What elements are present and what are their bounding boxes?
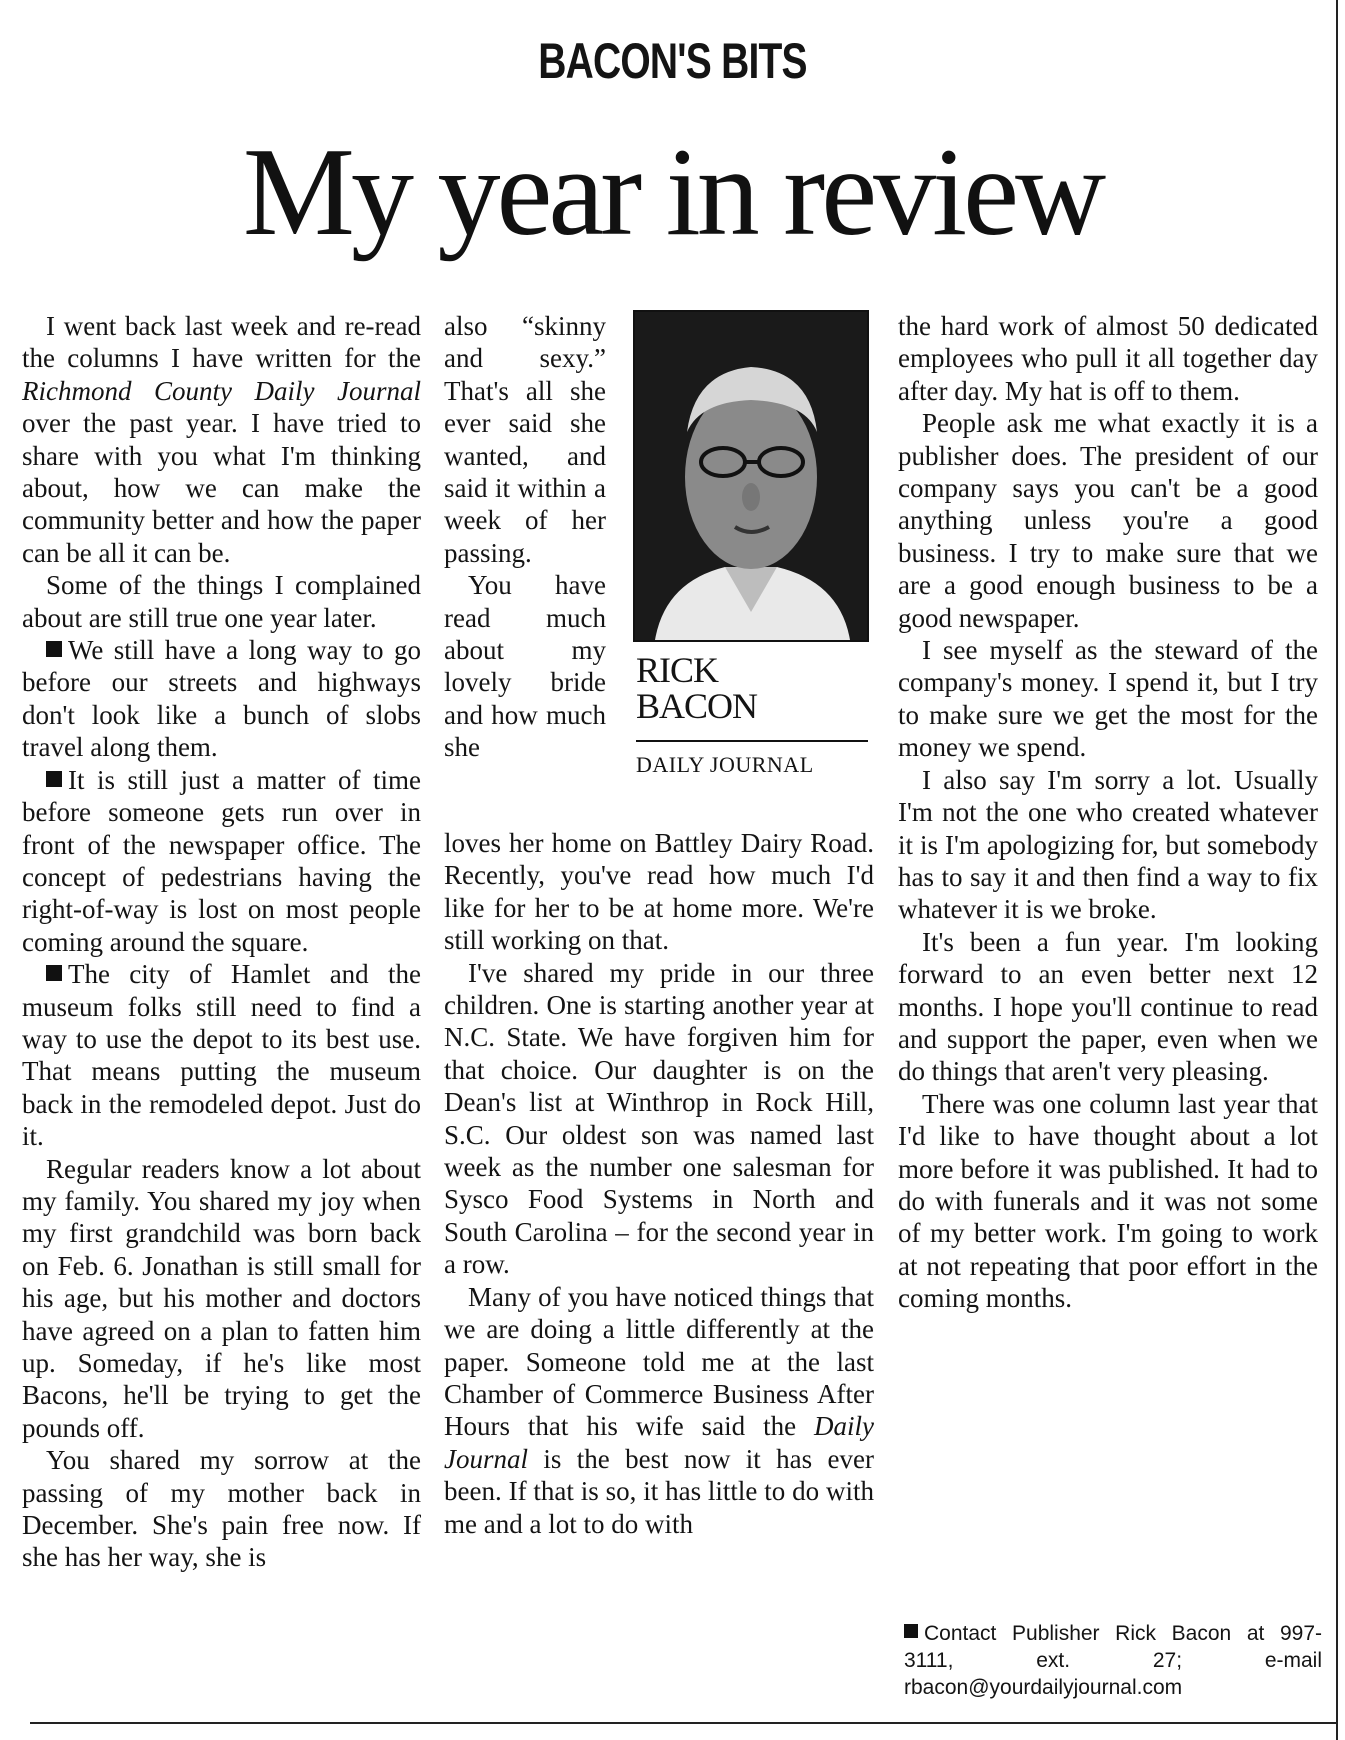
author-photo — [633, 310, 869, 642]
paragraph: You shared my sorrow at the passing of my mother back in December. She's pain free now. If she has her way, she is — [22, 1445, 421, 1573]
paragraph: Some of the things I complained about are still true one year later. — [22, 570, 421, 633]
paragraph: I've shared my pride in our three children. One is starting another year at N.C. State. We have forgiven him for that choice. Our daughter is on the Dean's list at Winthrop in Rock Hill, S.C. Our oldest son was named last week as the number one salesman for Sysco Food Systems in North and South Carolina – for the second year in a row. — [444, 957, 874, 1280]
headline: My year in review — [242, 123, 1103, 262]
square-bullet-icon — [904, 1624, 918, 1638]
paragraph: You have read much about my lovely bride and how much she — [444, 570, 606, 763]
paragraph: also “skinny and sexy.” That's all she ever said she wanted, and said it within a week of her passing. — [444, 311, 606, 568]
byline-last-name: BACON — [636, 686, 758, 726]
paragraph: the hard work of almost 50 dedicated employees who pull it all together day after day. My hat is off to them. — [898, 311, 1318, 406]
square-bullet-icon — [46, 641, 62, 657]
byline-publication: DAILY JOURNAL — [636, 752, 814, 777]
paragraph: Many of you have noticed things that we are doing a little differently at the paper. Someone told me at the last Chamber of Commerce Business After Hours that his wife said the Daily Journal is the best now it has ever been. If that is so, it has little to do with me and a lot to do with — [444, 1281, 874, 1539]
bullet-paragraph: It is still just a matter of time before someone gets run over in front of the newspaper office. The concept of pedestrians having the right-of-way is lost on most people coming around the square. — [22, 764, 421, 957]
article-column-2-bottom — [444, 827, 874, 1540]
paragraph: People ask me what exactly it is a publisher does. The president of our company says you can't be a good anything unless you're a good business. I try to make sure that we are a good enough business to be a good newspaper. — [898, 408, 1318, 633]
byline-divider — [636, 740, 868, 742]
paragraph: It's been a fun year. I'm looking forward to an even better next 12 months. I hope you'll continue to read and support the paper, even when we do things that aren't very pleasing. — [898, 926, 1318, 1087]
paragraph: I also say I'm sorry a lot. Usually I'm not the one who created whatever it is I'm apologizing for, but somebody has to say it and then find a way to fix whatever it is we broke. — [898, 764, 1318, 925]
article-column-2-top — [444, 310, 606, 764]
bottom-rule — [30, 1722, 1336, 1724]
article-column-3 — [898, 310, 1318, 1315]
paragraph: I see myself as the steward of the company's money. I spend it, but I try to make sure we get the most for the money we spend. — [898, 635, 1318, 763]
bullet-paragraph: We still have a long way to go before our streets and highways don't look like a bunch of slobs travel along them. — [22, 635, 421, 763]
author-portrait-image — [635, 312, 867, 640]
paragraph: Regular readers know a lot about my family. You shared my joy when my first grandchild was born back on Feb. 6. Jonathan is still small for his age, but his mother and doctors have agreed on a plan to fatten him up. Someday, if he's like most Bacons, he'll be trying to get the pounds off. — [22, 1153, 421, 1443]
contact-info — [904, 1620, 1322, 1701]
bullet-paragraph: The city of Hamlet and the museum folks still need to find a way to use the depot to its best use. That means putting the museum back in the remodeled depot. Just do it. — [22, 959, 421, 1152]
square-bullet-icon — [46, 771, 62, 787]
paragraph: There was one column last year that I'd like to have thought about a lot more before it was published. It had to do with funerals and it was not some of my better work. I'm going to work at not repeating that poor effort in the coming months. — [898, 1088, 1318, 1314]
contact-text: Contact Publisher Rick Bacon at 997-3111, ext. 27; e-mail rbacon@yourdailyjournal.com — [904, 1622, 1322, 1699]
byline-name — [636, 652, 876, 724]
byline-first-name: RICK — [636, 650, 719, 690]
article-column-1 — [22, 310, 421, 1574]
column-kicker: BACON'S BITS — [538, 33, 807, 89]
paragraph: I went back last week and re-read the columns I have written for the Richmond County Daily Journal over the past year. I have tried to share with you what I'm thinking about, how we can make the community better and how the paper can be all it can be. — [22, 311, 421, 568]
square-bullet-icon — [46, 965, 62, 981]
paragraph: loves her home on Battley Dairy Road. Recently, you've read how much I'd like for her to be at home more. We're still working on that. — [444, 828, 874, 956]
